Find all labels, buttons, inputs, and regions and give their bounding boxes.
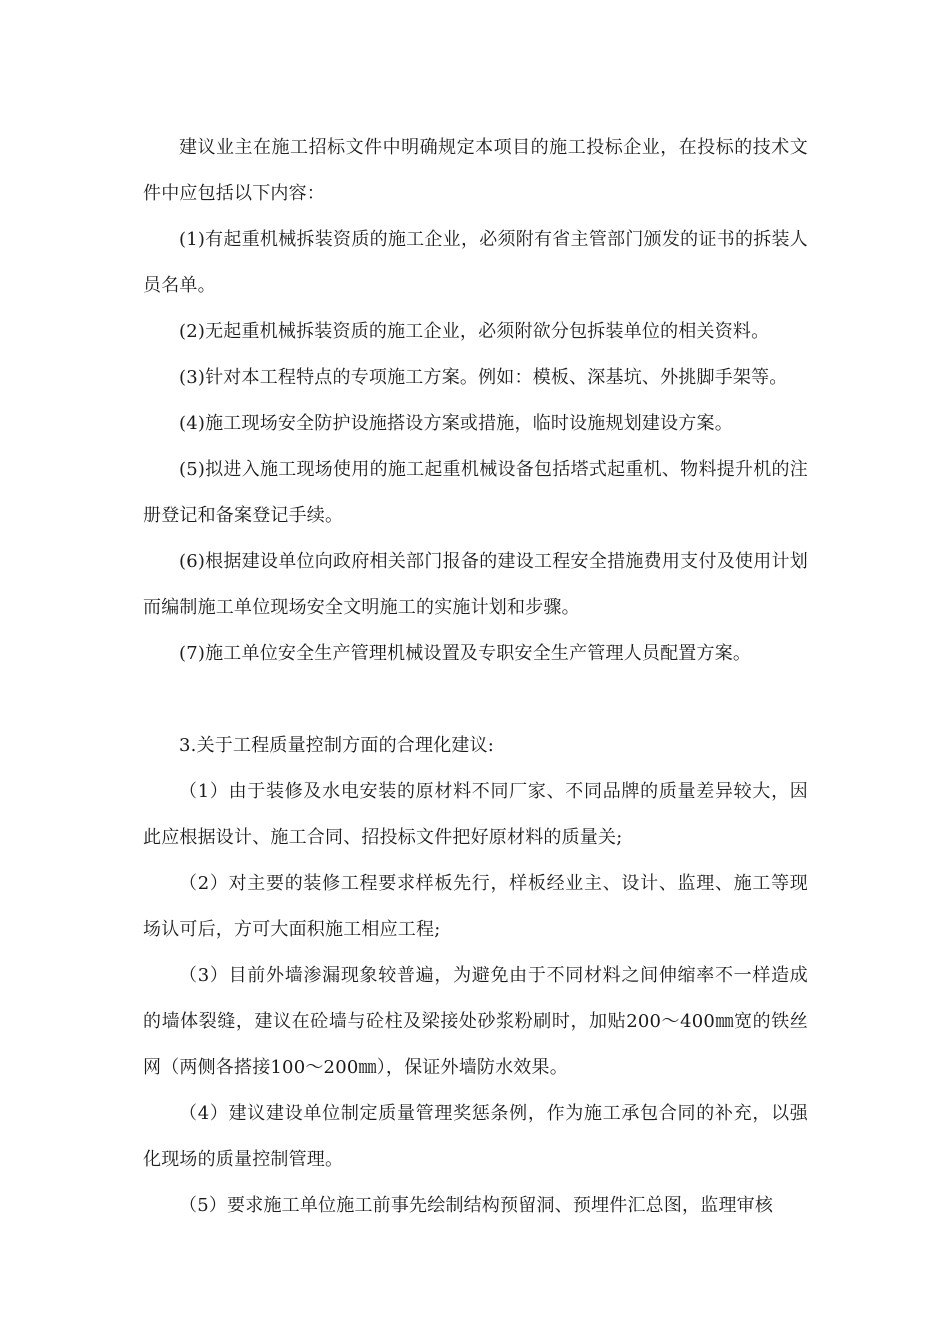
document-body [143, 125, 808, 1229]
section-heading: 3.关于工程质量控制方面的合理化建议: [179, 735, 495, 756]
quality-item-2: （2）对主要的装修工程要求样板先行，样板经业主、设计、监理、施工等现场认可后，方可大面积施工相应工程; [143, 873, 808, 940]
quality-item-3: （3）目前外墙渗漏现象较普遍，为避免由于不同材料之间伸缩率不一样造成的墙体裂缝，建议在砼墙与砼柱及梁接处砂浆粉刷时，加贴200～400㎜宽的铁丝网（两侧各搭接100～200㎜），保证外墙防水效果。 [143, 965, 808, 1078]
list-item-3: (3)针对本工程特点的专项施工方案。例如：模板、深基坑、外挑脚手架等。 [179, 367, 788, 388]
quality-item-1: （1）由于装修及水电安装的原材料不同厂家、不同品牌的质量差异较大，因此应根据设计、施工合同、招投标文件把好原材料的质量关; [143, 781, 808, 848]
list-item-7: (7)施工单位安全生产管理机械设置及专职安全生产管理人员配置方案。 [179, 643, 752, 664]
quality-item-4: （4）建议建设单位制定质量管理奖惩条例，作为施工承包合同的补充，以强化现场的质量控制管理。 [143, 1103, 808, 1170]
list-item-5: (5)拟进入施工现场使用的施工起重机械设备包括塔式起重机、物料提升机的注册登记和备案登记手续。 [143, 459, 808, 526]
section-spacer [143, 677, 808, 723]
list-item-6: (6)根据建设单位向政府相关部门报备的建设工程安全措施费用支付及使用计划而编制施工单位现场安全文明施工的实施计划和步骤。 [143, 551, 808, 618]
list-item-4: (4)施工现场安全防护设施搭设方案或措施，临时设施规划建设方案。 [179, 413, 733, 434]
quality-item-5: （5）要求施工单位施工前事先绘制结构预留洞、预埋件汇总图，监理审核 [179, 1195, 774, 1216]
list-item-1: (1)有起重机械拆装资质的施工企业，必须附有省主管部门颁发的证书的拆装人员名单。 [143, 229, 808, 296]
list-item-2: (2)无起重机械拆装资质的施工企业，必须附欲分包拆装单位的相关资料。 [179, 321, 770, 342]
intro-paragraph: 建议业主在施工招标文件中明确规定本项目的施工投标企业，在投标的技术文件中应包括以下内容： [143, 137, 808, 204]
